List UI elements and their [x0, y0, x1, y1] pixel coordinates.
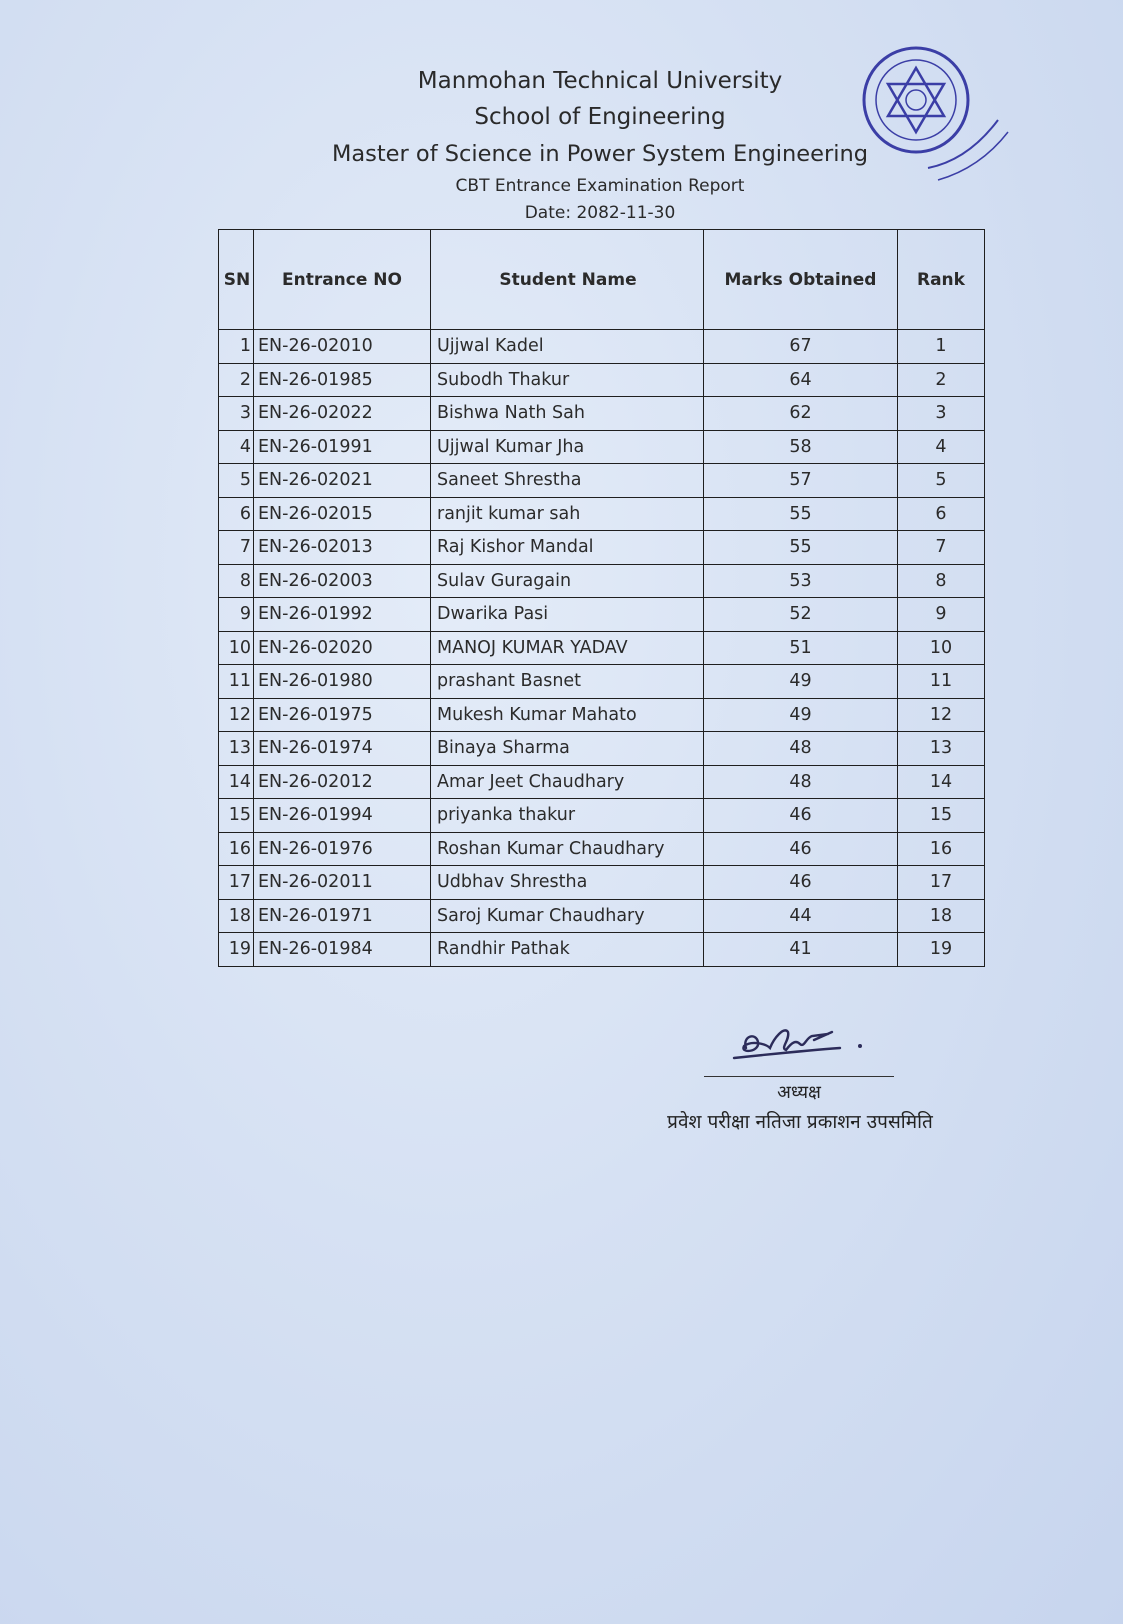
marks-cell: 67: [704, 330, 898, 364]
rank-cell: 17: [898, 866, 985, 900]
sn-cell: 4: [219, 430, 254, 464]
rank-cell: 6: [898, 497, 985, 531]
sn-cell: 13: [219, 732, 254, 766]
entrance-no-cell: EN-26-01984: [254, 933, 431, 967]
marks-cell: 57: [704, 464, 898, 498]
student-name-cell: Raj Kishor Mandal: [431, 531, 704, 565]
table-row: [219, 832, 985, 866]
rank-cell: 3: [898, 397, 985, 431]
sn-cell: 11: [219, 665, 254, 699]
student-name-cell: prashant Basnet: [431, 665, 704, 699]
rank-cell: 5: [898, 464, 985, 498]
sn-cell: 3: [219, 397, 254, 431]
student-name-cell: Subodh Thakur: [431, 363, 704, 397]
rank-cell: 4: [898, 430, 985, 464]
column-header-student-name: Student Name: [431, 230, 704, 330]
sn-cell: 2: [219, 363, 254, 397]
rank-cell: 1: [898, 330, 985, 364]
column-header-sn: SN: [219, 230, 254, 330]
sn-cell: 7: [219, 531, 254, 565]
table-row: [219, 732, 985, 766]
marks-cell: 58: [704, 430, 898, 464]
university-name: Manmohan Technical University: [417, 68, 783, 94]
entrance-no-cell: EN-26-02003: [254, 564, 431, 598]
column-header-marks: Marks Obtained: [704, 230, 898, 330]
table-row: [219, 933, 985, 967]
table-row: [219, 564, 985, 598]
student-name-cell: Binaya Sharma: [431, 732, 704, 766]
student-name-cell: Dwarika Pasi: [431, 598, 704, 632]
student-name-cell: Mukesh Kumar Mahato: [431, 698, 704, 732]
marks-cell: 51: [704, 631, 898, 665]
marks-cell: 64: [704, 363, 898, 397]
marks-cell: 52: [704, 598, 898, 632]
student-name-cell: Ujjwal Kumar Jha: [431, 430, 704, 464]
entrance-no-cell: EN-26-01976: [254, 832, 431, 866]
sn-cell: 14: [219, 765, 254, 799]
student-name-cell: Saroj Kumar Chaudhary: [431, 899, 704, 933]
entrance-no-cell: EN-26-02022: [254, 397, 431, 431]
marks-cell: 55: [704, 497, 898, 531]
signature-title: अध्यक्ष: [777, 1082, 821, 1103]
marks-cell: 49: [704, 665, 898, 699]
sn-cell: 10: [219, 631, 254, 665]
results-table: [218, 229, 985, 967]
table-row: [219, 866, 985, 900]
sn-cell: 6: [219, 497, 254, 531]
entrance-no-cell: EN-26-02021: [254, 464, 431, 498]
signature-mark: [732, 1018, 882, 1064]
rank-cell: 10: [898, 631, 985, 665]
rank-cell: 15: [898, 799, 985, 833]
sn-cell: 1: [219, 330, 254, 364]
marks-cell: 55: [704, 531, 898, 565]
report-title: CBT Entrance Examination Report: [455, 176, 745, 196]
marks-cell: 48: [704, 765, 898, 799]
table-row: [219, 363, 985, 397]
student-name-cell: Roshan Kumar Chaudhary: [431, 832, 704, 866]
student-name-cell: priyanka thakur: [431, 799, 704, 833]
sn-cell: 9: [219, 598, 254, 632]
column-header-rank: Rank: [898, 230, 985, 330]
entrance-no-cell: EN-26-01975: [254, 698, 431, 732]
table-row: [219, 631, 985, 665]
marks-cell: 46: [704, 866, 898, 900]
sn-cell: 17: [219, 866, 254, 900]
sn-cell: 15: [219, 799, 254, 833]
student-name-cell: Udbhav Shrestha: [431, 866, 704, 900]
marks-cell: 46: [704, 799, 898, 833]
rank-cell: 2: [898, 363, 985, 397]
rank-cell: 8: [898, 564, 985, 598]
table-row: [219, 598, 985, 632]
table-row: [219, 397, 985, 431]
sn-cell: 12: [219, 698, 254, 732]
entrance-no-cell: EN-26-01991: [254, 430, 431, 464]
student-name-cell: Saneet Shrestha: [431, 464, 704, 498]
entrance-no-cell: EN-26-02015: [254, 497, 431, 531]
table-row: [219, 899, 985, 933]
rank-cell: 18: [898, 899, 985, 933]
sn-cell: 8: [219, 564, 254, 598]
rank-cell: 19: [898, 933, 985, 967]
program-name: Master of Science in Power System Engineering: [331, 141, 869, 167]
report-date: Date: 2082-11-30: [524, 203, 676, 223]
table-row: [219, 765, 985, 799]
table-row: [219, 330, 985, 364]
table-row: [219, 698, 985, 732]
marks-cell: 48: [704, 732, 898, 766]
student-name-cell: ranjit kumar sah: [431, 497, 704, 531]
entrance-no-cell: EN-26-02010: [254, 330, 431, 364]
marks-cell: 46: [704, 832, 898, 866]
sn-cell: 5: [219, 464, 254, 498]
sn-cell: 16: [219, 832, 254, 866]
student-name-cell: Ujjwal Kadel: [431, 330, 704, 364]
marks-cell: 62: [704, 397, 898, 431]
table-row: [219, 497, 985, 531]
marks-cell: 44: [704, 899, 898, 933]
entrance-no-cell: EN-26-01994: [254, 799, 431, 833]
entrance-no-cell: EN-26-01992: [254, 598, 431, 632]
student-name-cell: Randhir Pathak: [431, 933, 704, 967]
rank-cell: 13: [898, 732, 985, 766]
marks-cell: 49: [704, 698, 898, 732]
signature-committee: प्रवेश परीक्षा नतिजा प्रकाशन उपसमिति: [667, 1111, 933, 1133]
rank-cell: 11: [898, 665, 985, 699]
entrance-no-cell: EN-26-01985: [254, 363, 431, 397]
signature-line: [704, 1076, 894, 1077]
entrance-no-cell: EN-26-02020: [254, 631, 431, 665]
rank-cell: 9: [898, 598, 985, 632]
entrance-no-cell: EN-26-01974: [254, 732, 431, 766]
table-row: [219, 531, 985, 565]
table-row: [219, 464, 985, 498]
table-row: [219, 430, 985, 464]
marks-cell: 53: [704, 564, 898, 598]
entrance-no-cell: EN-26-01980: [254, 665, 431, 699]
table-row: [219, 799, 985, 833]
student-name-cell: Amar Jeet Chaudhary: [431, 765, 704, 799]
rank-cell: 16: [898, 832, 985, 866]
entrance-no-cell: EN-26-02012: [254, 765, 431, 799]
school-name: School of Engineering: [474, 104, 726, 130]
rank-cell: 7: [898, 531, 985, 565]
sn-cell: 18: [219, 899, 254, 933]
sn-cell: 19: [219, 933, 254, 967]
student-name-cell: Sulav Guragain: [431, 564, 704, 598]
student-name-cell: Bishwa Nath Sah: [431, 397, 704, 431]
student-name-cell: MANOJ KUMAR YADAV: [431, 631, 704, 665]
entrance-no-cell: EN-26-01971: [254, 899, 431, 933]
marks-cell: 41: [704, 933, 898, 967]
entrance-no-cell: EN-26-02011: [254, 866, 431, 900]
column-header-entrance-no: Entrance NO: [254, 230, 431, 330]
entrance-no-cell: EN-26-02013: [254, 531, 431, 565]
rank-cell: 12: [898, 698, 985, 732]
table-header-row: [219, 230, 985, 330]
rank-cell: 14: [898, 765, 985, 799]
table-row: [219, 665, 985, 699]
university-seal-icon: [858, 40, 1018, 200]
